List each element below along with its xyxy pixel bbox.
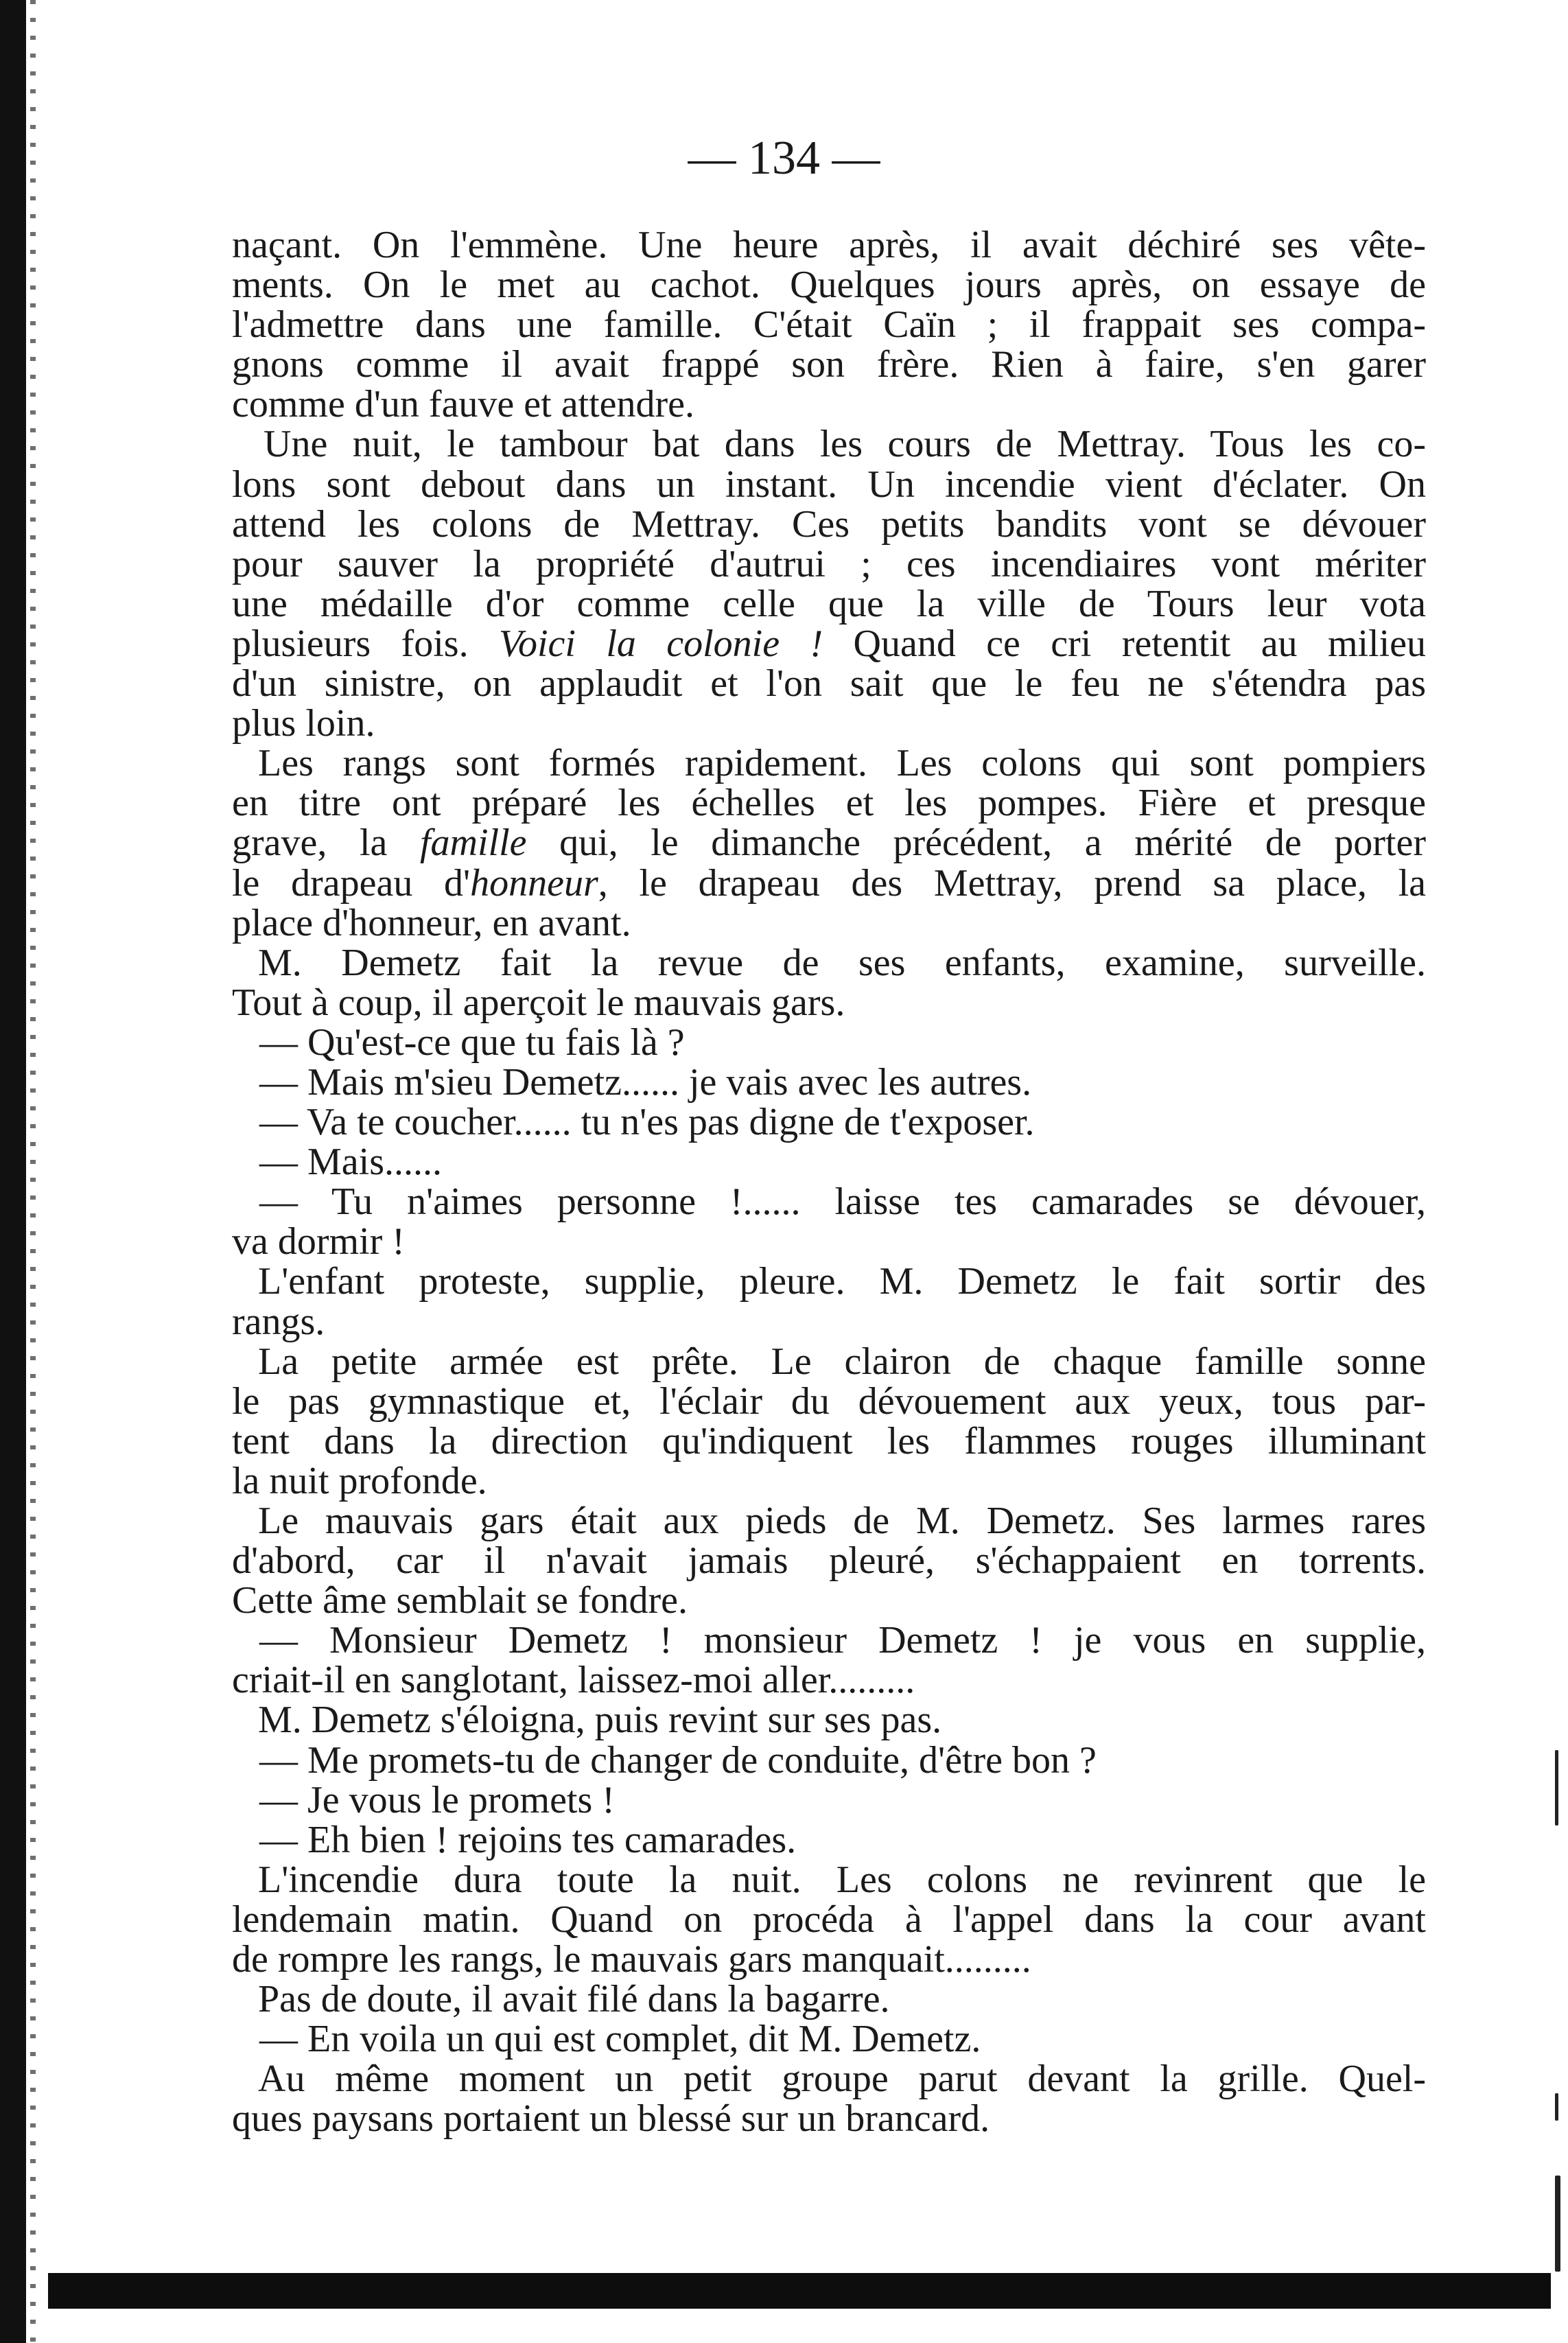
text-line: Au même moment un petit groupe parut devant la grille. Quel- (258, 2058, 1426, 2101)
text-line: Les rangs sont formés rapidement. Les colons qui sont pompiers (258, 742, 1426, 785)
text-line: pour sauver la propriété d'autrui ; ces incendiaires vont mériter (232, 542, 1426, 585)
text-line: la nuit profonde. (232, 1459, 487, 1502)
text-line: l'admettre dans une famille. C'était Caïn ; il frappait ses compa- (232, 303, 1426, 347)
text-segment: le drapeau d' (232, 861, 471, 905)
text-line: rangs. (232, 1300, 325, 1343)
text-line: — Je vous le promets ! (259, 1778, 615, 1821)
page-number: — 134 — (688, 132, 880, 185)
text-line: La petite armée est prête. Le clairon de chaque famille sonne (258, 1340, 1426, 1383)
text-segment: plusieurs fois. (232, 622, 469, 665)
scan-bottom-border (48, 2273, 1551, 2309)
text-line: plus loin. (232, 702, 375, 745)
scan-left-border-marks (30, 0, 36, 2343)
italic-text: honneur (470, 861, 598, 905)
text-line: va dormir ! (232, 1220, 405, 1263)
text-line: lons sont debout dans un instant. Un incendie vient d'éclater. On (232, 463, 1426, 506)
scan-margin-mark (1555, 1750, 1558, 1826)
text-line: d'abord, car il n'avait jamais pleuré, s'échappaient en torrents. (232, 1539, 1426, 1583)
text-line: ments. On le met au cachot. Quelques jours après, on essaye de (232, 264, 1426, 307)
text-line: L'incendie dura toute la nuit. Les colons ne revinrent que le (258, 1858, 1426, 1901)
text-line: Une nuit, le tambour bat dans les cours de Mettray. Tous les co- (264, 423, 1426, 466)
text-line: M. Demetz fait la revue de ses enfants, examine, surveille. (258, 941, 1426, 984)
text-line: place d'honneur, en avant. (232, 901, 631, 944)
text-line: criait-il en sanglotant, laissez-moi aller......... (232, 1659, 915, 1702)
text-line: gnons comme il avait frappé son frère. Rien à faire, s'en garer (232, 343, 1426, 386)
text-segment: Quand ce cri retentit au milieu (853, 622, 1427, 665)
scan-margin-mark (1555, 2093, 1558, 2121)
text-line: Cette âme semblait se fondre. (232, 1579, 688, 1622)
text-line: — Mais m'sieu Demetz...... je vais avec les autres. (259, 1060, 1032, 1104)
text-line: attend les colons de Mettray. Ces petits bandits vont se dévouer (232, 502, 1426, 546)
text-line: tent dans la direction qu'indiquent les flammes rouges illuminant (232, 1419, 1426, 1462)
text-segment: qui, le dimanche précédent, a mérité de porter (559, 821, 1426, 865)
scan-margin-mark (1555, 2176, 1560, 2272)
text-line: naçant. On l'emmène. Une heure après, il avait déchiré ses vête- (232, 224, 1426, 266)
text-segment: grave, la (232, 821, 388, 865)
text-line: ques paysans portaient un blessé sur un brancard. (232, 2097, 990, 2141)
text-line: — Monsieur Demetz ! monsieur Demetz ! je vous en supplie, (259, 1619, 1426, 1662)
text-line: L'enfant proteste, supplie, pleure. M. Demetz le fait sortir des (258, 1260, 1426, 1303)
text-segment: , le drapeau des Mettray, prend sa place, la (598, 861, 1426, 905)
text-line: une médaille d'or comme celle que la ville de Tours leur vota (232, 582, 1426, 625)
italic-text: famille (419, 821, 527, 865)
italic-text: Voici la colonie ! (498, 622, 823, 665)
text-line: — Qu'est-ce que tu fais là ? (259, 1021, 685, 1064)
page-body (232, 225, 1426, 2139)
text-line: — Tu n'aimes personne !...... laisse tes camarades se dévouer, (259, 1180, 1426, 1224)
text-line: en titre ont préparé les échelles et les pompes. Fière et presque (232, 782, 1426, 825)
scan-left-border (0, 0, 26, 2343)
text-line: le pas gymnastique et, l'éclair du dévouement aux yeux, tous par- (232, 1379, 1426, 1423)
text-line: lendemain matin. Quand on procéda à l'appel dans la cour avant (232, 1898, 1426, 1941)
text-line: — Mais...... (259, 1141, 442, 1184)
text-line (232, 624, 1426, 664)
text-line: comme d'un fauve et attendre. (232, 383, 695, 426)
text-line: Le mauvais gars était aux pieds de M. Demetz. Ses larmes rares (258, 1500, 1426, 1542)
text-line: d'un sinistre, on applaudit et l'on sait que le feu ne s'étendra pas (232, 662, 1426, 706)
text-line: de rompre les rangs, le mauvais gars manquait......... (232, 1938, 1031, 1981)
text-line: Tout à coup, il aperçoit le mauvais gars. (232, 981, 845, 1024)
text-line: — En voila un qui est complet, dit M. Demetz. (259, 2018, 981, 2061)
text-line (232, 823, 1426, 863)
text-line: — Va te coucher...... tu n'es pas digne de t'exposer. (259, 1101, 1035, 1144)
text-line: Pas de doute, il avait filé dans la bagarre. (258, 1978, 890, 2021)
text-line: — Me promets-tu de changer de conduite, d'être bon ? (259, 1738, 1097, 1782)
text-line: — Eh bien ! rejoins tes camarades. (259, 1818, 797, 1861)
text-line (232, 863, 1426, 903)
text-line: M. Demetz s'éloigna, puis revint sur ses pas. (258, 1699, 942, 1742)
